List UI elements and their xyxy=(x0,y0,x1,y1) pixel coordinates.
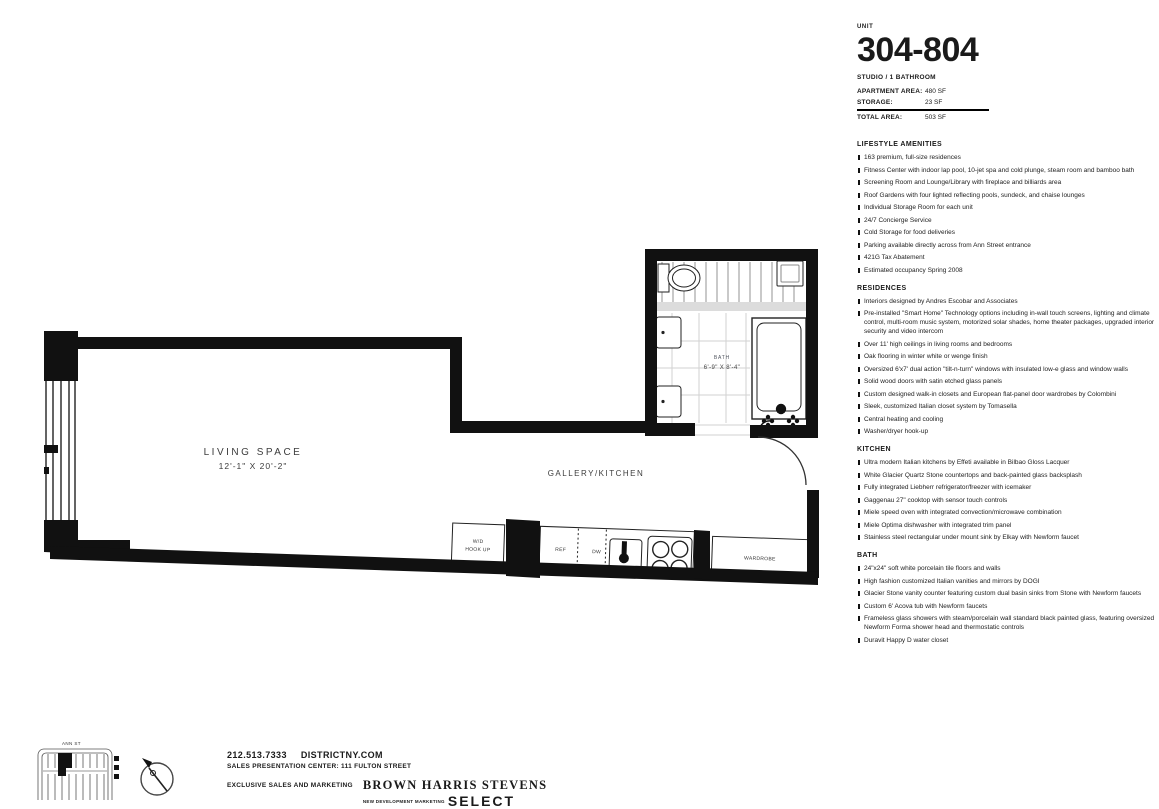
feature-list xyxy=(857,564,1155,645)
feature-item: Parking available directly across from Ann Street entrance xyxy=(857,241,1155,250)
section-bath xyxy=(857,552,1155,645)
feature-item: High fashion customized Italian vanities and mirrors by DOGI xyxy=(857,577,1155,586)
feature-item: Cold Storage for food deliveries xyxy=(857,228,1155,237)
broker-block xyxy=(363,778,547,809)
dw-label: DW xyxy=(592,549,602,556)
section-heading: KITCHEN xyxy=(857,446,891,453)
feature-item: Frameless glass showers with steam/porcelain wall standard black painted glass, featuring oversized Newform Forma shower head and thermostatic controls xyxy=(857,614,1155,632)
section-lifestyle-amenities xyxy=(857,141,1155,275)
ann-st-label: ANN ST xyxy=(62,741,81,746)
broker-name: BROWN HARRIS STEVENS xyxy=(362,778,548,792)
sales-center-line: SALES PRESENTATION CENTER: 111 FULTON STREET xyxy=(227,763,412,770)
spec-panel xyxy=(857,24,1155,648)
stat-value: 23 SF xyxy=(925,98,943,106)
feature-item: Central heating and cooling xyxy=(857,415,1155,424)
feature-item: Sleek, customized Italian closet system by Tomasella xyxy=(857,402,1155,411)
stat-label: STORAGE: xyxy=(857,98,893,106)
feature-item: Glacier Stone vanity counter featuring custom dual basin sinks from Stone with Newform faucets xyxy=(857,589,1155,598)
feature-item: Custom 6' Acova tub with Newform faucets xyxy=(857,602,1155,611)
feature-item: Gaggenau 27" cooktop with sensor touch controls xyxy=(857,496,1155,505)
ref-label: REF xyxy=(555,546,567,554)
entry-door-swing xyxy=(758,437,806,485)
broker-select-label: SELECT xyxy=(447,793,516,809)
section-heading: LIFESTYLE AMENITIES xyxy=(857,141,943,148)
bathtub-icon xyxy=(752,318,806,419)
phone-number: 212.513.7333 xyxy=(227,750,287,760)
gallery-kitchen-label: GALLERY/KITCHEN xyxy=(547,469,645,478)
section-heading: RESIDENCES xyxy=(857,284,907,292)
stat-label: APARTMENT AREA: xyxy=(857,88,923,95)
feature-sections xyxy=(857,141,1155,645)
walls xyxy=(44,249,819,585)
feature-item: Miele Optima dishwasher with integrated trim panel xyxy=(857,521,1155,530)
area-stats xyxy=(857,88,989,121)
stat-total-area xyxy=(857,109,989,121)
feature-item: Miele speed oven with integrated convection/microwave combination xyxy=(857,508,1155,517)
contact-block xyxy=(227,750,787,809)
feature-item: Washer/dryer hook-up xyxy=(857,427,1155,436)
feature-item: Individual Storage Room for each unit xyxy=(857,203,1155,212)
phone-line xyxy=(227,750,787,760)
wardrobe-label: WARDROBE xyxy=(743,555,776,563)
feature-item: Ultra modern Italian kitchens by Effeti available in Bilbao Gloss Lacquer xyxy=(857,458,1155,467)
living-space-label: LIVING SPACE xyxy=(203,447,303,458)
stat-value: 503 SF xyxy=(925,114,946,121)
feature-item: Custom designed walk-in closets and European flat-panel door wardrobes by Colombini xyxy=(857,390,1155,399)
feature-item: White Glacier Quartz Stone countertops and back-painted glass backsplash xyxy=(857,471,1155,480)
feature-list xyxy=(857,458,1155,542)
section-heading: BATH xyxy=(857,552,878,559)
feature-item: Fully integrated Liebherr refrigerator/freezer with icemaker xyxy=(857,483,1155,492)
feature-item: Fitness Center with indoor lap pool, 10-jet spa and cold plunge, steam room and bamboo bath xyxy=(857,166,1155,175)
feature-item: Over 11' high ceilings in living rooms and bedrooms xyxy=(857,340,1155,349)
living-space-dims: 12'-1" X 20'-2" xyxy=(218,461,288,471)
marketing-line xyxy=(227,778,787,809)
compass-icon xyxy=(141,758,173,795)
stat-apartment-area xyxy=(857,88,989,95)
bathroom-fixtures xyxy=(656,249,806,427)
bath-label: BATH xyxy=(713,355,731,361)
feature-list xyxy=(857,297,1155,437)
feature-item: 24/7 Concierge Service xyxy=(857,216,1155,225)
feature-item: 421G Tax Abatement xyxy=(857,253,1155,262)
stat-value: 480 SF xyxy=(925,88,946,95)
broker-subtitle: NEW DEVELOPMENT MARKETING xyxy=(362,798,445,804)
site-map xyxy=(38,741,119,800)
vanity-cabinets xyxy=(656,317,681,417)
feature-item: 163 premium, full-size residences xyxy=(857,153,1155,162)
section-kitchen xyxy=(857,446,1155,542)
feature-item: Screening Room and Lounge/Library with fireplace and billiards area xyxy=(857,178,1155,187)
stat-label: TOTAL AREA: xyxy=(857,114,903,121)
unit-type: STUDIO / 1 BATHROOM xyxy=(857,74,936,81)
section-residences xyxy=(857,285,1155,437)
feature-item: Roof Gardens with four lighted reflecting pools, sundeck, and chaise lounges xyxy=(857,191,1155,200)
wd-label-1: W/D xyxy=(472,538,484,546)
feature-item: Oak flooring in winter white or wenge finish xyxy=(857,352,1155,361)
bath-dims: 6'-9" X 8'-4" xyxy=(703,365,741,371)
building-marker xyxy=(58,753,72,768)
unit-label: UNIT xyxy=(857,24,874,30)
feature-list xyxy=(857,153,1155,275)
feature-item: Estimated occupancy Spring 2008 xyxy=(857,266,1155,275)
feature-item: Oversized 6'x7' dual action "tilt-n-turn" windows with insulated low-e glass and window walls xyxy=(857,365,1155,374)
feature-item: Duravit Happy D water closet xyxy=(857,636,1155,645)
stat-storage xyxy=(857,99,989,106)
feature-item: 24"x24" soft white porcelain tile floors and walls xyxy=(857,564,1155,573)
feature-item: Pre-installed "Smart Home" Technology options including in-wall touch screens, lighting and climate control, multi-room music system, motorized solar shades, home theater packages, upgraded interior security and video intercom xyxy=(857,309,1155,336)
toilet-icon xyxy=(658,264,700,292)
wd-label-2: HOOK UP xyxy=(465,546,491,554)
website: DISTRICTNY.COM xyxy=(300,750,383,760)
feature-item: Stainless steel rectangular under mount sink by Elkay with Newform faucet xyxy=(857,533,1155,542)
feature-item: Interiors designed by Andres Escobar and Associates xyxy=(857,297,1155,306)
feature-item: Solid wood doors with satin etched glass panels xyxy=(857,377,1155,386)
unit-number: 304-804 xyxy=(857,31,979,69)
exclusive-sales-label: EXCLUSIVE SALES AND MARKETING xyxy=(227,782,353,789)
